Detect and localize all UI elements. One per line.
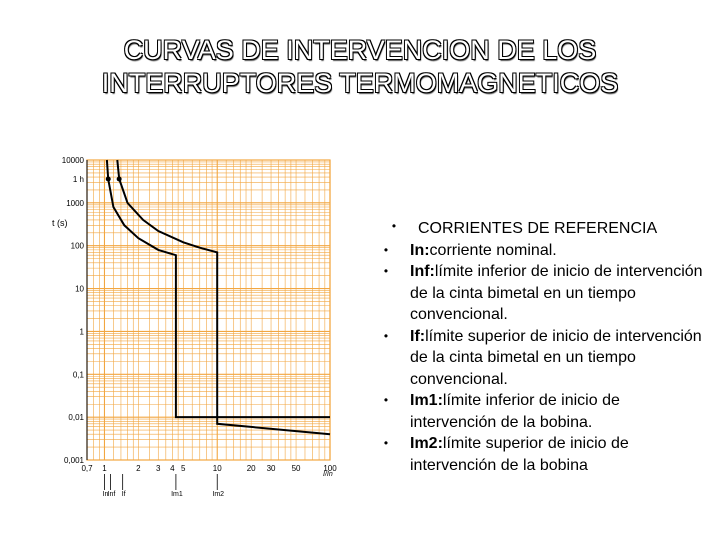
slide-title-line-1: CURVAS DE INTERVENCION DE LOS — [123, 35, 597, 65]
y-tick-label: 100 — [70, 241, 84, 251]
list-item — [378, 433, 708, 476]
x-tick-label: 5 — [181, 464, 186, 473]
x-tick-label: 30 — [266, 464, 276, 473]
reference-marker-label: Im1 — [171, 491, 183, 498]
list-item-term: Im1: — [410, 392, 443, 409]
chart-curves — [106, 160, 330, 434]
x-tick-label: 0,7 — [81, 464, 93, 473]
reference-marker-label: Im2 — [212, 491, 225, 498]
curve-point — [117, 177, 122, 182]
reference-marker-label: Inf — [107, 491, 116, 498]
bullet-icon: • — [383, 242, 389, 257]
chart-reference-markers — [103, 474, 225, 498]
x-axis-label: I/In — [323, 471, 333, 478]
x-tick-label: 2 — [136, 464, 141, 473]
list-item-term: Im2: — [410, 435, 443, 452]
list-item — [378, 326, 708, 391]
list-item-text: límite inferior de inicio de intervención de la cinta bimetal en un tiempo convencional. — [410, 263, 703, 323]
y-tick-label: 0,01 — [68, 413, 84, 423]
x-tick-label: 10 — [212, 464, 222, 473]
bullet-icon: • — [383, 328, 389, 343]
list-item-text: corriente nominal. — [429, 241, 557, 259]
curve-point — [106, 177, 111, 182]
list-item — [378, 390, 708, 433]
y-tick-label: 10000 — [61, 156, 84, 165]
y-axis-label: t (s) — [52, 218, 68, 228]
reference-marker-label: In — [102, 491, 109, 498]
y-tick-label: 0,001 — [63, 456, 84, 465]
tripping-curve-chart — [50, 150, 350, 500]
y-tick-label: 0,1 — [72, 370, 84, 380]
list-heading — [378, 218, 708, 240]
bullet-icon: • — [383, 264, 389, 278]
x-tick-label: 1 — [102, 464, 107, 473]
y-tick-label: 1 — [79, 327, 84, 337]
list-item-term: Inf: — [410, 263, 435, 280]
bullet-icon: • — [383, 393, 389, 407]
reference-currents-list — [378, 218, 708, 476]
y-tick-label: 1000 — [66, 198, 84, 208]
x-tick-label: 100 — [323, 464, 337, 473]
list-item — [378, 261, 708, 326]
chart-grid — [87, 160, 330, 460]
bullet-icon: • — [391, 219, 397, 233]
bullet-icon: • — [383, 436, 389, 450]
list-item-term: In: — [410, 241, 430, 259]
reference-marker-label: If — [121, 491, 126, 498]
slide-title — [0, 34, 720, 100]
x-tick-label: 50 — [291, 464, 301, 473]
x-tick-label: 4 — [170, 464, 175, 473]
list-heading-text: CORRIENTES DE REFERENCIA — [418, 220, 658, 237]
list-item-text: límite superior de inicio de intervención de la bobina — [410, 435, 629, 474]
list-item-text: límite superior de inicio de intervención de la cinta bimetal en un tiempo convencional. — [410, 327, 702, 388]
list-item-text: límite inferior de inicio de intervención de la bobina. — [410, 392, 620, 431]
slide-title-line-2: INTERRUPTORES TERMOMAGNETICOS — [101, 68, 619, 98]
y-tick-label: 10 — [75, 284, 84, 294]
list-item-term: If: — [410, 327, 426, 345]
x-tick-label: 20 — [246, 464, 256, 473]
y-tick-label: 1 h — [72, 175, 84, 185]
list-item — [378, 240, 708, 262]
x-tick-label: 3 — [156, 464, 161, 473]
